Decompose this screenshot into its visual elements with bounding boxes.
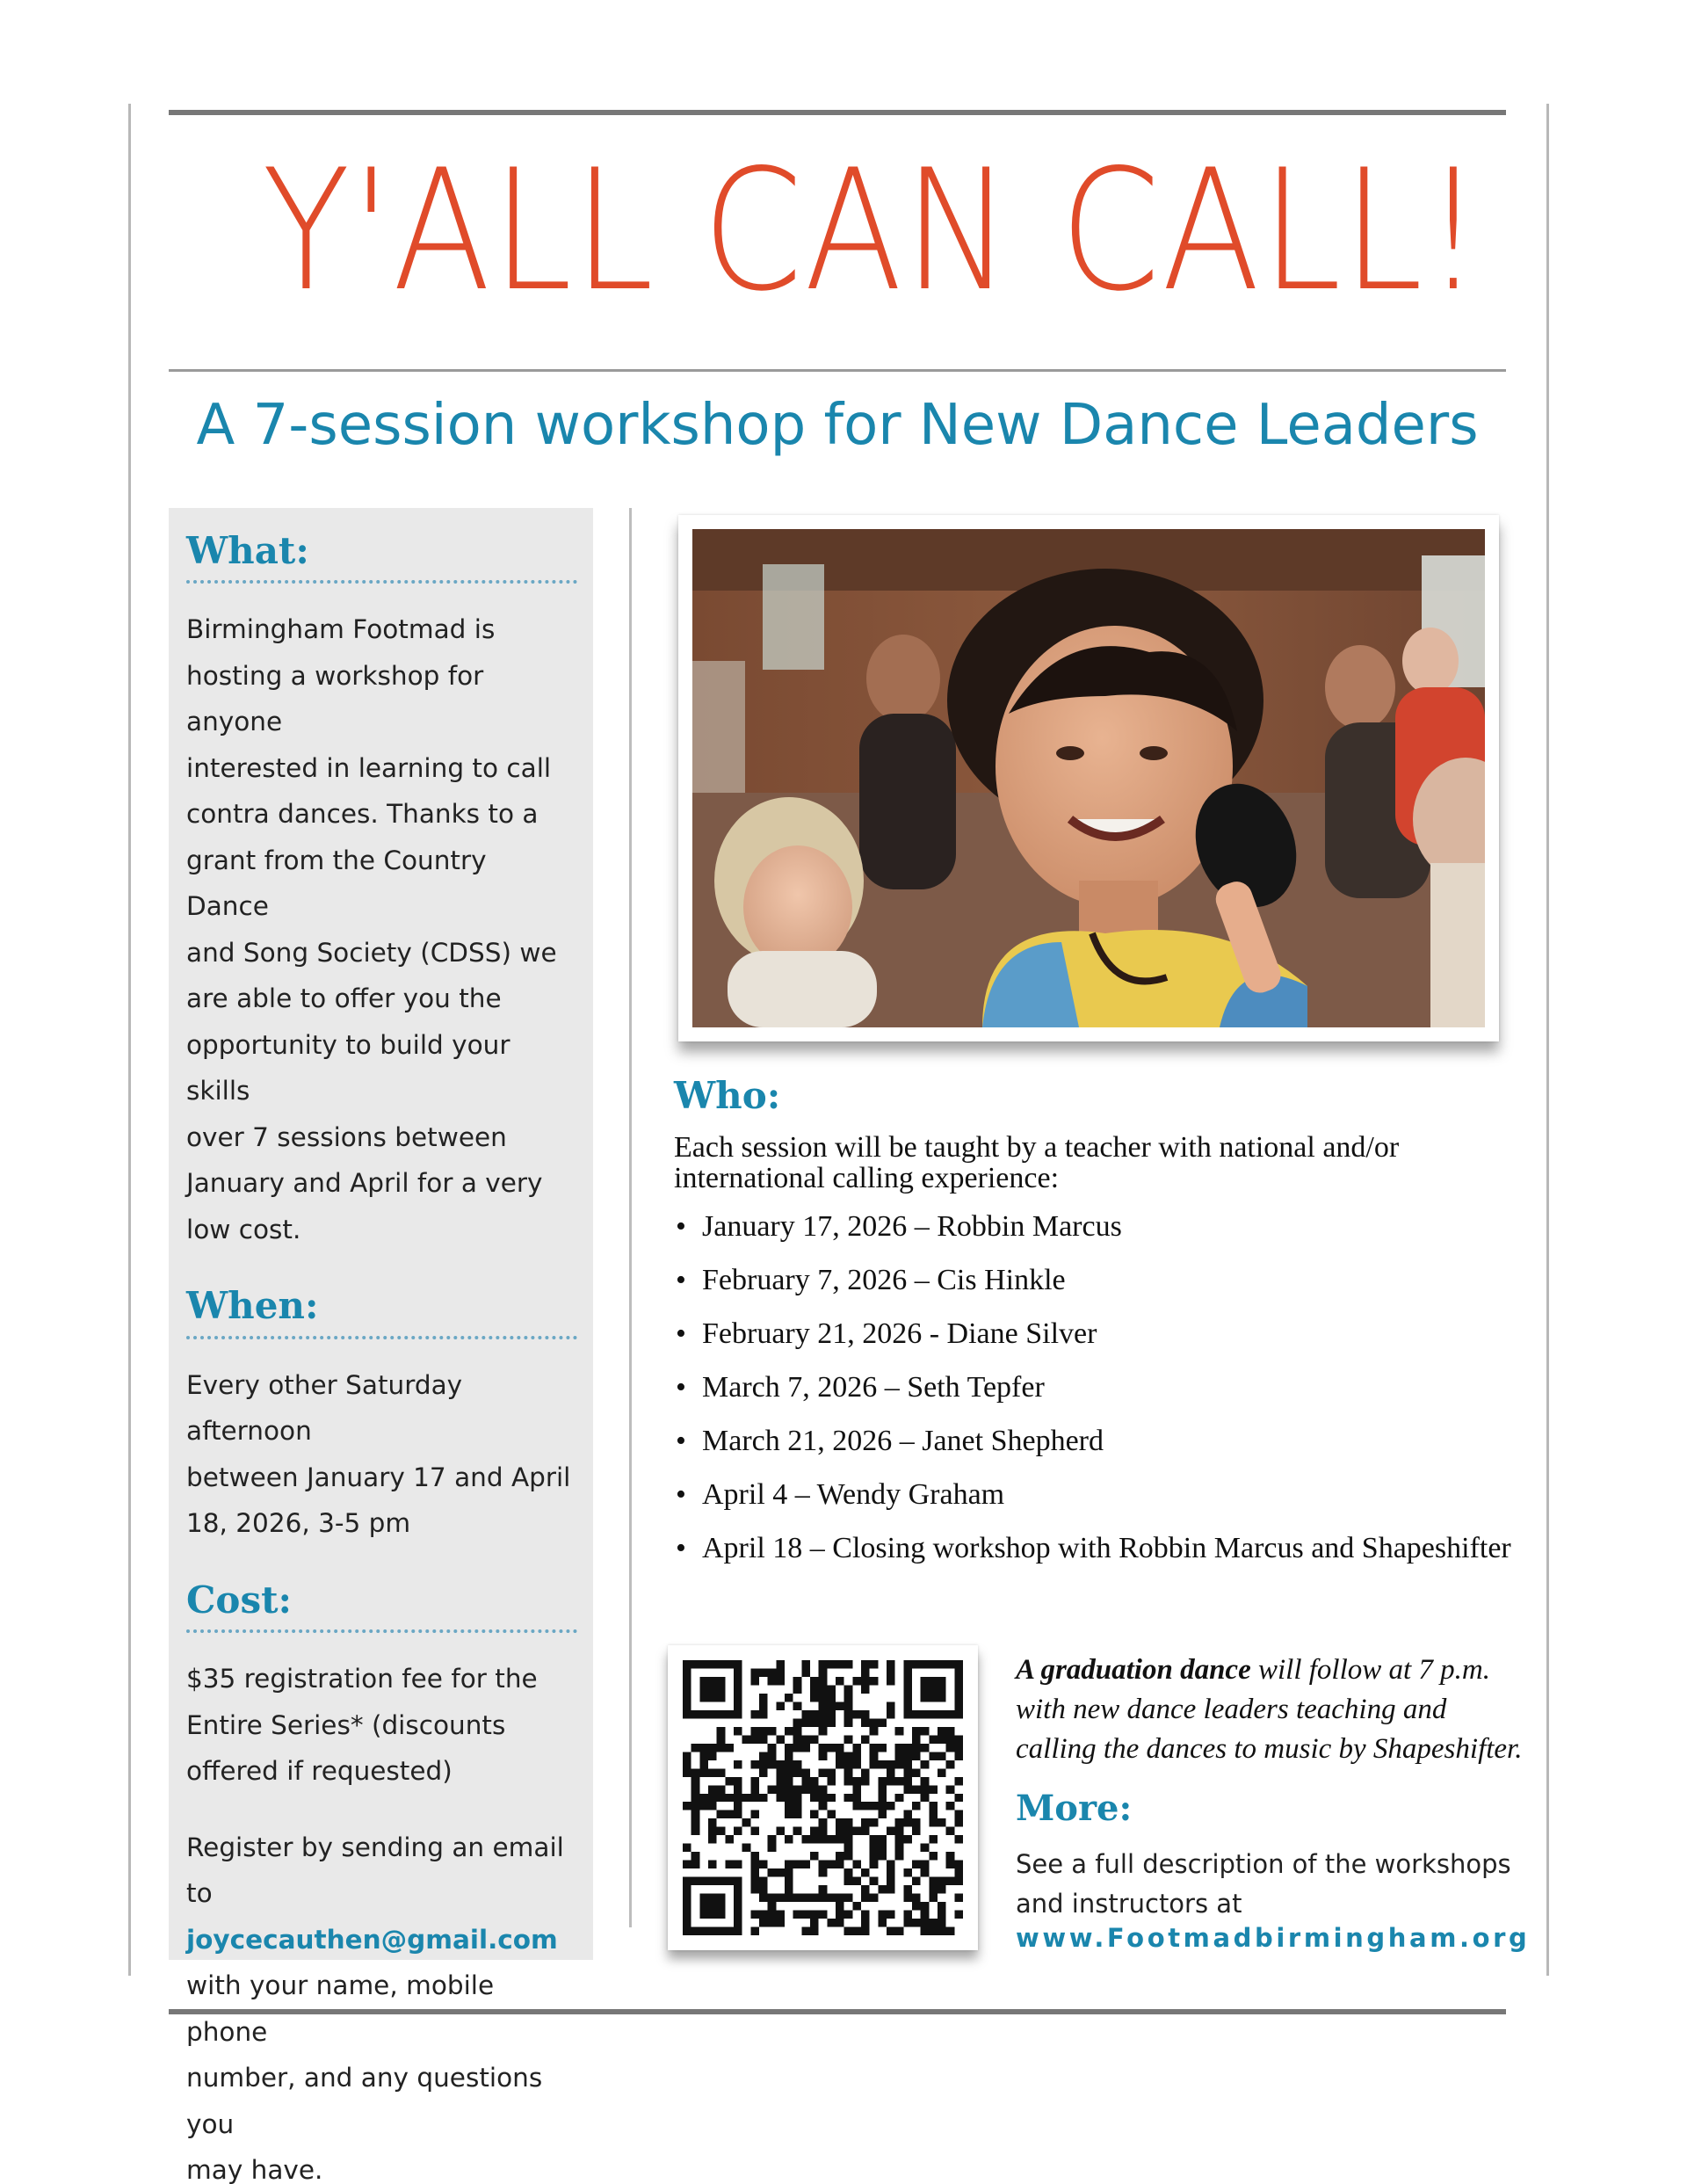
page-title: Y'ALL CAN CALL!	[262, 134, 1484, 328]
bullet-icon: •	[676, 1425, 686, 1457]
when-text	[186, 1362, 576, 1547]
when-heading: When:	[186, 1284, 319, 1328]
what-line: January and April for a very	[186, 1168, 543, 1199]
list-item	[674, 1477, 1517, 1530]
what-heading: What:	[186, 529, 309, 572]
when-line: between January 17 and April	[186, 1462, 571, 1492]
register-line: Register by sending an email	[186, 1832, 564, 1862]
who-intro	[674, 1132, 1517, 1194]
what-line: and Song Society (CDSS) we	[186, 937, 557, 968]
cost-heading: Cost:	[186, 1578, 292, 1622]
register-line: number, and any questions you	[186, 2063, 543, 2139]
when-line: Every other Saturday afternoon	[186, 1369, 463, 1447]
what-text	[186, 606, 576, 1252]
schedule-entry: January 17, 2026 – Robbin Marcus	[702, 1210, 1122, 1243]
website-link[interactable]: www.Footmadbirmingham.org	[1016, 1923, 1531, 1953]
cost-divider	[186, 1629, 577, 1633]
bullet-icon: •	[676, 1371, 686, 1404]
info-sidebar	[169, 508, 593, 2184]
cost-line: offered if requested)	[186, 1756, 453, 1787]
schedule-entry: March 21, 2026 – Janet Shepherd	[702, 1425, 1104, 1457]
graduation-rest: will follow at 7 p.m. with new dance leaders teaching and calling the dances to music by Shapeshifter.	[1016, 1654, 1523, 1765]
bullet-icon: •	[676, 1210, 686, 1243]
bullet-icon: •	[676, 1264, 686, 1296]
cost-line: $35 registration fee for the	[186, 1664, 538, 1694]
who-heading: Who:	[674, 1074, 781, 1117]
list-item	[674, 1530, 1517, 1566]
register-email-line	[186, 1870, 576, 1963]
what-line: are able to offer you the	[186, 983, 502, 1014]
who-intro-line: Each session will be taught by a teacher with national and/or	[674, 1131, 1400, 1164]
cost-text	[186, 1656, 576, 1795]
more-line: and instructors at	[1016, 1889, 1242, 1919]
column-divider	[629, 508, 632, 1927]
schedule-entry: April 18 – Closing workshop with Robbin Marcus and Shapeshifter	[702, 1532, 1511, 1564]
what-line: interested in learning to call	[186, 752, 552, 783]
what-line: contra dances. Thanks to a	[186, 799, 539, 830]
more-heading: More:	[1016, 1788, 1133, 1829]
bullet-icon: •	[676, 1532, 686, 1564]
more-text	[1016, 1845, 1525, 1924]
graduation-note	[1016, 1651, 1525, 1769]
what-line: grant from the Country Dance	[186, 845, 487, 922]
bullet-icon: •	[676, 1317, 686, 1350]
register-line: may have.	[186, 2155, 323, 2184]
schedule-entry: April 4 – Wendy Graham	[702, 1478, 1005, 1511]
what-line: over 7 sessions between	[186, 1121, 507, 1152]
list-item	[674, 1262, 1517, 1316]
who-intro-line: international calling experience:	[674, 1162, 1060, 1194]
cost-line: Entire Series* (discounts	[186, 1709, 506, 1740]
list-item	[674, 1316, 1517, 1369]
schedule-list	[674, 1208, 1517, 1566]
title-rule	[169, 369, 1506, 372]
email-link[interactable]: joycecauthen@gmail.com	[186, 1924, 558, 1955]
caller-photo-frame	[678, 515, 1499, 1041]
when-line: 18, 2026, 3-5 pm	[186, 1508, 411, 1539]
register-line: with your name, mobile phone	[186, 1970, 495, 2047]
schedule-entry: February 21, 2026 - Diane Silver	[702, 1317, 1097, 1350]
qr-code-frame	[668, 1645, 978, 1950]
what-line: low cost.	[186, 1214, 301, 1244]
more-line: See a full description of the workshops	[1016, 1849, 1511, 1879]
page-subtitle: A 7-session workshop for New Dance Leaders	[196, 393, 1479, 458]
list-item	[674, 1208, 1517, 1262]
top-rule	[169, 110, 1506, 115]
list-item	[674, 1369, 1517, 1423]
schedule-entry: March 7, 2026 – Seth Tepfer	[702, 1371, 1045, 1404]
bullet-icon: •	[676, 1478, 686, 1511]
graduation-bold: A graduation dance	[1016, 1654, 1251, 1686]
register-text	[186, 1825, 576, 2184]
left-border-line	[128, 104, 131, 1976]
what-line: hosting a workshop for anyone	[186, 660, 484, 737]
what-line: Birmingham Footmad is	[186, 614, 496, 645]
what-line: opportunity to build your skills	[186, 1029, 510, 1107]
schedule-entry: February 7, 2026 – Cis Hinkle	[702, 1264, 1066, 1296]
caller-photo	[692, 529, 1485, 1027]
right-border-line	[1546, 104, 1549, 1976]
when-divider	[186, 1336, 577, 1339]
list-item	[674, 1423, 1517, 1477]
qr-code-icon[interactable]	[683, 1660, 963, 1935]
register-to: to	[186, 1878, 213, 1909]
what-divider	[186, 580, 577, 584]
